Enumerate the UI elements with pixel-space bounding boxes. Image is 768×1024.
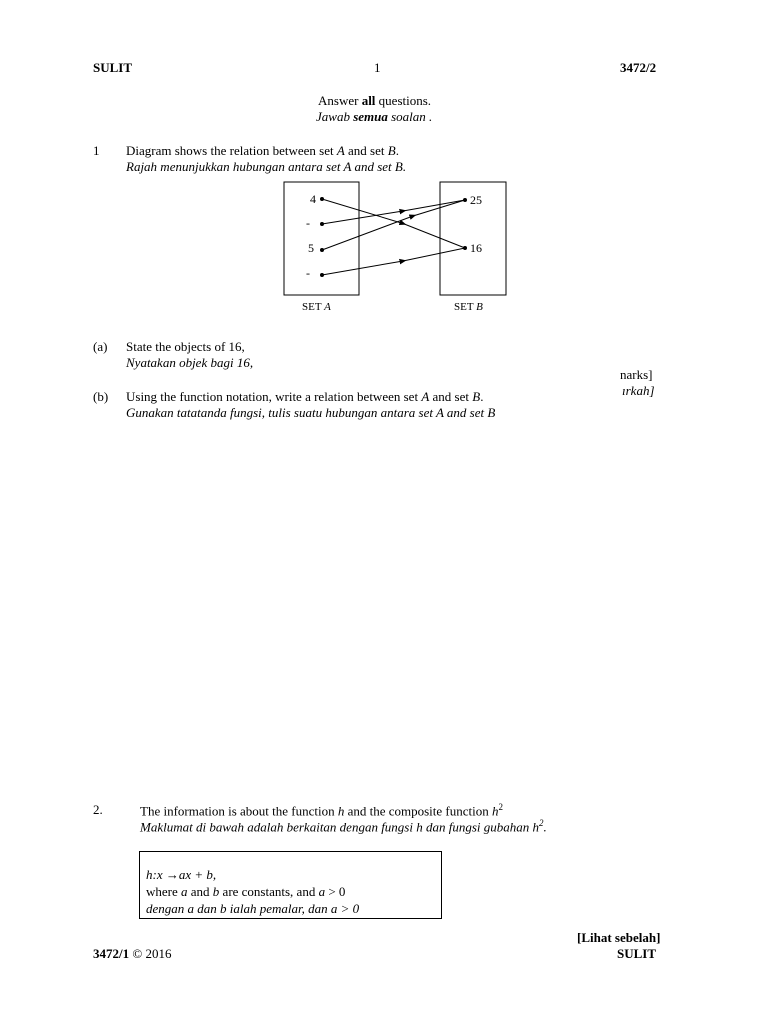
set-b-label: SET B [454, 301, 483, 313]
set-b-item: 16 [470, 241, 482, 255]
set-a-item: 4 [310, 192, 316, 206]
set-a-item: - [306, 266, 310, 280]
q1-number: 1 [93, 143, 100, 158]
q1a-label: (a) [93, 339, 108, 354]
q2-function-def: h:x →ax + b, [146, 867, 217, 882]
q2-where-ms: dengan a dan b ialah pemalar, dan a > 0 [146, 901, 360, 916]
set-a-item: - [306, 216, 310, 230]
q1-text-ms: Rajah menunjukkan hubungan antara set A and set B. [126, 159, 407, 174]
q1b-text-en: Using the function notation, write a relation between set A and set B. [126, 389, 484, 404]
q2-text-en: The information is about the function h and the composite function $h^2$ [140, 802, 504, 819]
set-a-item: 5 [308, 241, 314, 255]
header-code: 3472/2 [620, 60, 657, 75]
mapping-arrow [322, 248, 465, 275]
set-a-label: SET A [302, 301, 331, 313]
marks-ms: ırkah] [622, 383, 655, 398]
q1-text-en: Diagram shows the relation between set A and set B. [126, 143, 399, 158]
q1b-text-ms: Gunakan tatatanda fungsi, tulis suatu hubungan antara set A and set B [126, 405, 496, 420]
page-number: 1 [374, 60, 381, 75]
q1a-text-ms: Nyatakan objek bagi 16, [126, 355, 254, 370]
marks-en: narks] [620, 367, 653, 382]
footer-sulit: SULIT [617, 946, 657, 961]
q1a-text-en: State the objects of 16, [126, 339, 245, 354]
q2-where-en: where a and b are constants, and a > 0 [146, 884, 346, 899]
q2-text-ms: Maklumat di bawah adalah berkaitan dengan fungsi h dan fungsi gubahan $h^2$. [140, 818, 547, 835]
q1b-label: (b) [93, 389, 109, 404]
footer-next-page: [Lihat sebelah] [577, 930, 661, 945]
header-sulit: SULIT [93, 60, 133, 75]
footer-code: 3472/1 © 2016 [93, 946, 172, 961]
instruction-en: Answer all questions. [318, 93, 432, 108]
set-b-item: 25 [470, 193, 482, 207]
mapping-arrow [322, 200, 465, 250]
q2-number: 2. [93, 802, 103, 817]
relation-diagram [270, 175, 520, 320]
instruction-ms: Jawab semua soalan . [316, 109, 433, 124]
